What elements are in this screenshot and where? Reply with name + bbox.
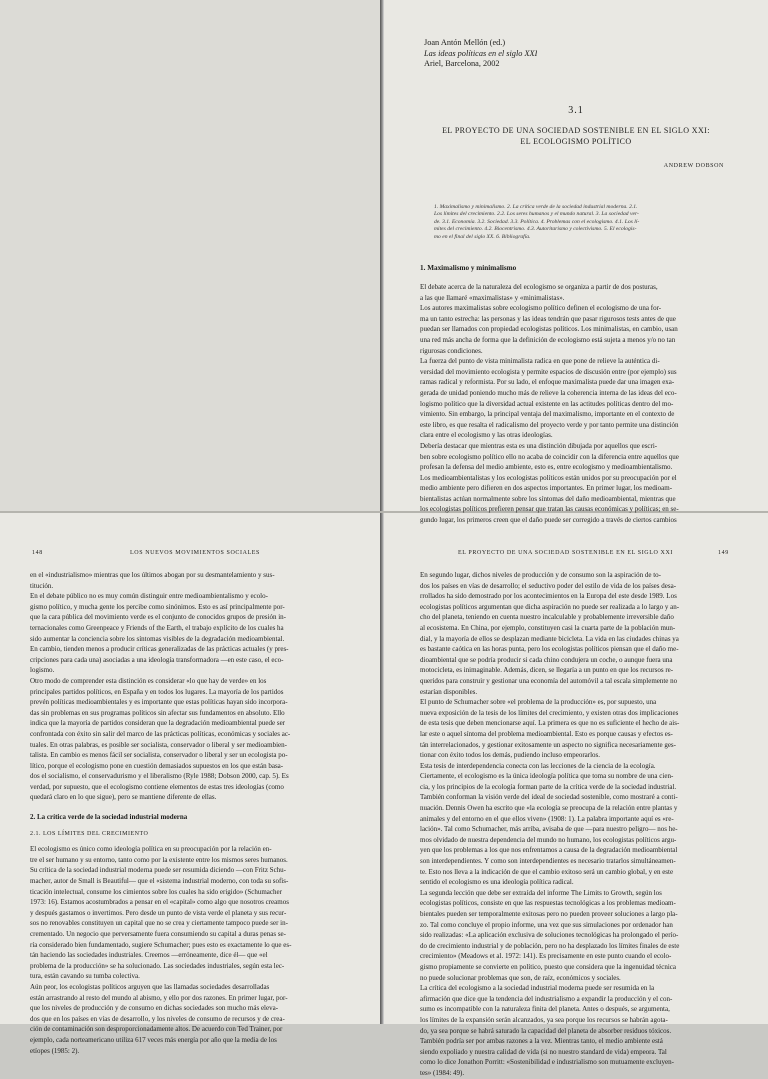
body-text-line: los ecologistas políticos prefieren pensar que tratan las causas económicas y políticas; en se-	[420, 505, 679, 514]
body-text-line: Los medioambientalistas y los ecologistas políticos están unidos por su preocupación por el	[420, 473, 677, 482]
body-text-line: rrollados ha sido demostrado por los acontecimientos en la Europa del este desde 1989. Los	[420, 592, 677, 601]
contents-line: de. 3.1. Economía. 3.2. Sociedad. 3.3. Política. 4. Problemas con el ecologismo. 4.1. Los lí-	[434, 218, 640, 225]
chapter-title-line: EL ECOLOGISMO POLÍTICO	[520, 136, 632, 146]
body-text-line: prevén políticas medioambientales y es importante que estas políticas hayan sido incorpora-	[30, 698, 288, 707]
biblio-book-title: Las ideas políticas en el siglo XXI	[424, 48, 538, 58]
contents-line: mites del crecimiento. 4.2. Biocentrismo. 4.3. Autoritarismo y colectivismo. 5. El ecologis-	[434, 226, 637, 233]
body-text-line: son interdependientes. Y como son interdependientes es necesario tratarlos simultáneamen-	[420, 857, 676, 866]
body-text-line: En cambio, tienden menos a producir críticas generalizadas de las prácticas actuales (y pres-	[30, 645, 289, 654]
body-text-line: gismo político, y mucha gente los percibe como sinónimos. Esto es así principalmente por-	[30, 602, 285, 611]
body-text-line: Esta tesis de interdependencia conecta con las lecciones de la ciencia de la ecología.	[420, 761, 656, 770]
body-text-line: La fuerza del punto de vista minimalista radica en que pone de relieve la auténtica di-	[420, 357, 660, 366]
page-149-body	[420, 570, 738, 1079]
body-text-line: zo. Tal como concluye el propio informe, una vez que sus simulaciones por ordenador han	[420, 920, 673, 929]
body-text-line: gismo propiamente se convierte en político, puesto que considera que la ingenuidad técnica	[420, 962, 676, 971]
body-text-line: una red más ancha de forma que la definición de ecologismo está sujeta a menos y/o no tan	[420, 335, 676, 344]
body-text-line: motocicleta, es inimaginable. Además, dicen, se llegaría a un punto en que los recursos re-	[420, 666, 674, 675]
body-text-line: queridos para construir y gestionar una economía del automóvil a tal escala simplemente no	[420, 676, 678, 685]
body-text-line: a las que llamaré «maximalistas» y «minimalistas».	[420, 293, 565, 302]
body-text-line: do, ya sea porque se habrá saturado la capacidad del planeta de absorber residuos tóxicos.	[420, 1026, 672, 1035]
body-text-line: tre el ser humano y su entorno, tanto como por la existente entre los mismos seres humanos.	[30, 855, 288, 864]
body-text-line: siendo expoliado y nuestra calidad de vida (si no nuestro standard de vida) empeora. Tal	[420, 1047, 667, 1056]
contents-line: 1. Maximalismo y minimalismo. 2. La crítica verde de la sociedad industrial moderna. 2.1.	[434, 204, 638, 210]
body-text-line: En el debate público no es muy común distinguir entre medioambientalismo y ecolo-	[30, 592, 268, 601]
body-text-line: es bastante caótica en las horas punta, pero los ecologistas políticos piensan que el daño me-	[420, 645, 679, 654]
biblio-publisher: Ariel, Barcelona, 2002	[424, 59, 500, 68]
body-text-line: talista. En cambio es menos fácil ser socialista, conservador o liberal y ser un ecologista po-	[30, 751, 288, 760]
body-text-line: Aún peor, los ecologistas políticos arguyen que las llamadas sociedades desarrolladas	[30, 982, 270, 991]
body-text-line: ma un tanto estrecha: las personas y las ideas tendrán que pasar rigurosos tests antes de que	[420, 314, 676, 323]
body-text-line: Debería destacar que mientras esta es una distinción dibujada por aquellos que escri-	[420, 441, 658, 450]
body-text-line: puedan ser llamados con propiedad ecologistas políticos. Los minimalistas, en cambio, usan	[420, 325, 678, 334]
body-text-line: nueva exposición de la tesis de los límites del crecimiento, y existen otras dos implicaciones	[420, 708, 679, 717]
body-text-line: te. Esto nos lleva a la indicación de que el cambio exitoso será un cambio global, y en este	[420, 867, 674, 876]
body-text-line: Su crítica de la sociedad industrial moderna puede ser resumida diciendo —con Fritz Schu-	[30, 866, 287, 875]
chapter-body-text	[420, 282, 732, 526]
body-text-line: que los niveles de producción y de consumo en dichas sociedades son mucho más eleva-	[30, 1004, 279, 1013]
body-text-line: principales partidos políticos, en España y en todos los lugares. La mayoría de los partidos	[30, 687, 284, 696]
body-text-line: ramas radical y reformista. Por su lado, el enfoque maximalista puede dar una imagen exa-	[420, 378, 675, 387]
body-text-line: También podría ser por ambas razones a la vez. Mientras tanto, el medio ambiente está	[420, 1037, 663, 1046]
page-148-body	[30, 570, 348, 1056]
body-text-line: lar este o aquel síntoma del problema medioambiental. Esto es porque causas y efectos es-	[420, 729, 673, 738]
body-text-line: ecologistas políticos argumentan que dicha aspiración no puede ser realizada a lo largo y an-	[420, 602, 680, 611]
body-text-line: El ecologismo es único como ideología política en su preocupación por la relación en-	[30, 845, 272, 854]
body-text-line: ticación intelectual, consume los cimientos sobre los cuales ha sido erigido» (Schumacher	[30, 887, 282, 896]
body-text-line: etíopes (1985: 2).	[30, 1046, 80, 1055]
body-text-line: También conforman la visión verde del ideal de sociedad sostenible, como mostraré a conti-	[420, 793, 678, 802]
body-text-line: tes» (1984: 49).	[420, 1068, 465, 1077]
body-text-line: sido realizadas: «La aplicación exclusiva de soluciones tecnológicas ha prolongado el perío-	[420, 931, 679, 940]
body-text-line: este libro, es que resalta el radicalismo del proyecto verde y por tanto permite una distinción	[420, 420, 679, 429]
body-text-line: tionar con éxito todos los demás, pudiendo incluso empeorarlos.	[420, 751, 601, 760]
body-text-line: dos el socialismo, el conservadurismo y el liberalismo (Ryle 1988; Dobson 2000, cap. 5). Es	[30, 772, 289, 781]
body-text-line: bientalistas actúan normalmente sobre los síntomas del daño medioambiental, mientras que	[420, 494, 676, 503]
body-text-line: sos no renovables constituyen un capital que no se crea y ciertamente tampoco puede ser in-	[30, 919, 288, 928]
body-text-line: La crítica del ecologismo a la sociedad industrial moderna puede ser resumida en la	[420, 984, 655, 993]
subsection-heading: 2.1. LOS LÍMITES DEL CRECIMIENTO	[30, 830, 149, 837]
book-spine-top	[380, 0, 384, 512]
body-text-line: logismo.	[30, 666, 55, 675]
body-text-line: cho del planeta, teniendo en cuenta nuestro incalculable y probablemente irreversible daño	[420, 613, 674, 622]
body-text-line: confrontada con éxito sin salir del marco de las prácticas políticas, económicas y sociales ac-	[30, 729, 291, 738]
body-text-line: ternacionales como Greenpeace y Friends of the Earth, el trabajo explícito de los cuales ha	[30, 623, 284, 632]
body-text-line: rigurosas condiciones.	[420, 346, 483, 355]
body-text-line: medio ambiente pero difieren en dos aspectos importantes. En primer lugar, los medioam-	[420, 484, 673, 493]
body-text-line: ción de contaminación son desproporcionadamente altos. De acuerdo con Ted Trainer, por	[30, 1025, 283, 1034]
body-text-line: El punto de Schumacher sobre «el problema de la producción» es, por supuesto, una	[420, 698, 657, 707]
body-text-line: dos los países en vías de desarrollo; el seductivo poder del estilo de vida de los países desa-	[420, 581, 677, 590]
chapter-contents	[434, 204, 714, 241]
body-text-line: nuación. Dennis Owen ha escrito que «la ecología se preocupa de la relación entre plantas y	[420, 804, 678, 813]
body-text-line: al ecosistema. En China, por ejemplo, constituyen casi la cuarta parte de la población mun-	[420, 623, 676, 632]
blank-page-top-left	[0, 0, 384, 512]
body-text-line: sido aumentar la conciencia sobre los síntomas visibles de la degradación medioambiental.	[30, 634, 285, 643]
body-text-line: das sin problemas en sus programas políticos sin afectar sus fundamentos en absoluto. Ello	[30, 708, 285, 717]
body-text-line: El debate acerca de la naturaleza del ecologismo se organiza a partir de dos posturas,	[420, 283, 658, 291]
chapter-title-line: EL PROYECTO DE UNA SOCIEDAD SOSTENIBLE EN EL SIGLO XXI:	[442, 126, 710, 135]
section-heading: 2. La crítica verde de la sociedad industrial moderna	[30, 813, 188, 822]
body-text-line: que la cara pública del movimiento verde es el conjunto de conocidos grupos de presión in-	[30, 613, 287, 622]
body-text-line: indica que la mayoría de partidos consideran que la degradación medioambiental puede ser	[30, 719, 286, 728]
body-text-line: sumo es incompatible con la naturaleza finita del planeta. Antes o después, se argumenta,	[420, 1005, 670, 1014]
body-text-line: ecologistas políticos, consiste en que las respuestas tecnológicas a los problemas medioam-	[420, 899, 676, 908]
body-text-line: yen que los problemas a los que nos enfrentamos a causa de la degradación medioambiental	[420, 846, 678, 855]
body-text-line: ría considerado bien fundamentado, sugiere Schumacher; pues esto es exactamente lo que es-	[30, 940, 292, 949]
body-text-line: gerada de unidad poniendo mucho más de relieve la coherencia interna de las ideas del eco-	[420, 388, 677, 397]
chapter-author: ANDREW DOBSON	[663, 163, 724, 169]
body-text-line: lación». Tal como Schumacher, más arriba, avisaba de que —para nuestro peligro— nos he-	[420, 825, 678, 834]
chapter-title	[414, 126, 738, 147]
bibliographic-reference	[424, 38, 537, 70]
body-text-line: tán haciendo las sociedades industriales. Creemos —erróneamente, dice él— que «el	[30, 951, 268, 960]
chapter-number: 3.1	[568, 105, 584, 116]
body-text-line: y después gastamos o invertimos. Pero desde un punto de vista verde el planeta y sus recur-	[30, 908, 287, 917]
body-text-line: La segunda lección que debe ser extraída del informe The Limits to Growth, según los	[420, 888, 662, 897]
running-head: LOS NUEVOS MOVIMIENTOS SOCIALES	[130, 550, 260, 556]
page-number: 149	[718, 550, 729, 556]
contents-line: mo en el final del siglo XX. 6. Bibliografía.	[434, 233, 531, 240]
book-spine-bottom	[380, 512, 384, 1024]
body-text-line: los límites de la expansión serán alcanzados, ya sea porque los recursos se habrán agota-	[420, 1015, 668, 1024]
body-text-line: Los autores maximalistas sobre ecologismo político definen el ecologismo de una for-	[420, 304, 662, 313]
body-text-line: en el «industrialismo» mientras que los últimos abogan por su desmantelamiento y sus-	[30, 571, 275, 579]
body-text-line: Ciertamente, el ecologismo es la única ideología política que toma su nombre de una cien-	[420, 772, 674, 781]
body-text-line: mos olvidado de nuestra dependencia del mundo no humano, los ecologistas políticos argu-	[420, 835, 677, 844]
section-heading: 1. Maximalismo y minimalismo	[420, 264, 517, 272]
body-text-line: cripciones para cada una) asociadas a una ideología transformadora —en este caso, el eco-	[30, 655, 284, 664]
body-text-line: dioambiental que se podría producir si cada chino condujera un coche, o aunque fuera una	[420, 655, 673, 664]
body-text-line: crecimiento» (Meadows et al. 1972: 141). Es precisamente en este punto cuando el ecolo-	[420, 952, 672, 961]
body-text-line: logismo político que la diversidad actual existente en las actitudes políticas dentro del mo-	[420, 399, 674, 408]
body-text-line: ejemplo, cada norteamericano utiliza 617 veces más energía por año que la media de los	[30, 1035, 277, 1044]
body-text-line: Otro modo de comprender esta distinción es considerar «lo que hay de verde» en los	[30, 676, 267, 685]
body-text-line: sentido el ecologismo es una ideología política radical.	[420, 878, 574, 887]
body-text-line: tán interrelacionados, y gestionar exitosamente un aspecto no significa necesariamente ges-	[420, 740, 676, 749]
body-text-line: clara entre el ecologismo y las otras ideologías.	[420, 431, 553, 440]
body-text-line: animales y del entorno en el que ellos viven» (1908: 1). La palabra importante aquí es «re-	[420, 814, 674, 823]
body-text-line: verdad, por supuesto, que el ecologismo contiene elementos de estas tres ideologías (como	[30, 782, 284, 791]
body-text-line: profesan la defensa del medio ambiente, esto es, entre ecologismo y medioambientalismo.	[420, 463, 673, 472]
body-text-line: dos que en los países en vías de desarrollo, y los niveles de consumo de recursos y de crea-	[30, 1014, 285, 1023]
body-text-line: tura, están cavando su tumba colectiva.	[30, 972, 140, 981]
body-text-line: 1973: 16). Estamos acostumbrados a pensar en el «capital» como algo que nosotros creamos	[30, 898, 289, 907]
body-text-line: gundo lugar, los primeros creen que el daño puede ser corregido a través de ciertos cambios	[420, 516, 677, 525]
body-text-line: En segundo lugar, dichos niveles de producción y de consumo son la aspiración de to-	[420, 571, 661, 579]
body-text-line: titución.	[30, 581, 54, 590]
body-text-line: quedará claro en lo que sigue), pero se mantiene diferente de ellas.	[30, 793, 217, 802]
body-text-line: versidad del movimiento ecologista y permite espacios de discusión entre (por ejemplo) sus	[420, 367, 677, 376]
body-text-line: no puede solucionar problemas que son, de raíz, económicos y sociales.	[420, 973, 621, 982]
body-text-line: de esta tesis que deben mencionarse aquí. La primera es que no es suficiente el hecho de ais-	[420, 719, 680, 728]
body-text-line: como lo dice Jonathon Porritt: «Sostenibilidad e industrialismo son mutuamente excluyen-	[420, 1058, 674, 1067]
body-text-line: dial, y la mayoría de ellos se desplazan mediante bicicleta. La vida en las ciudades chinas ya	[420, 634, 679, 643]
body-text-line: macher, autor de Small is Beautiful— que el «sistema industrial moderno, con toda su sofis-	[30, 877, 289, 886]
body-text-line: do de crecimiento industrial y de población, pero no ha desplazado los límites finales de este	[420, 941, 680, 950]
body-text-lower	[30, 844, 348, 1056]
body-text-line: problema de la producción» se ha solucionado. Las sociedades industriales, según esta lec-	[30, 961, 285, 970]
body-text-line: tuales. En otras palabras, es posible ser socialista, conservador o liberal y ser medioambien-	[30, 740, 287, 749]
page-number: 148	[32, 550, 43, 556]
contents-line: Los límites del crecimiento. 2.2. Los seres humanos y el mundo natural. 3. La sociedad ver-	[434, 211, 639, 218]
biblio-editor: Joan Antón Mellón (ed.)	[424, 38, 506, 47]
body-text-line: vimiento. Sin embargo, la principal ventaja del maximalismo, importante en el contexto de	[420, 410, 675, 419]
body-text-line: crementado. Un negocio que perversamente fuera consumiendo su capital a duras penas se-	[30, 930, 286, 938]
body-text-line: cia, y los principios de la ecología forman parte de la crítica verde de la sociedad industrial.	[420, 782, 677, 791]
body-text-line: lítico, porque el ecologismo pone en cuestión demasiados supuestos en los que están basa-	[30, 761, 284, 770]
body-text-line: ben sobre ecologismo político ello no acaba de coincidir con la diferencia entre aquellos que	[420, 452, 679, 461]
body-text-line: están arrastrando al resto del mundo al abismo, y ello por dos razones. En primer lugar, por-	[30, 993, 288, 1002]
body-text-upper	[30, 570, 348, 803]
body-text-line: afirmación que dice que la tendencia del industrialismo a expandir la producción y el con-	[420, 994, 673, 1003]
running-head: EL PROYECTO DE UNA SOCIEDAD SOSTENIBLE EN EL SIGLO XXI	[458, 550, 674, 556]
body-text-line: bientales pueden ser temporalmente exitosas pero no pueden proveer soluciones a largo pla-	[420, 910, 678, 918]
body-text-line: estarían disponibles.	[420, 687, 478, 696]
